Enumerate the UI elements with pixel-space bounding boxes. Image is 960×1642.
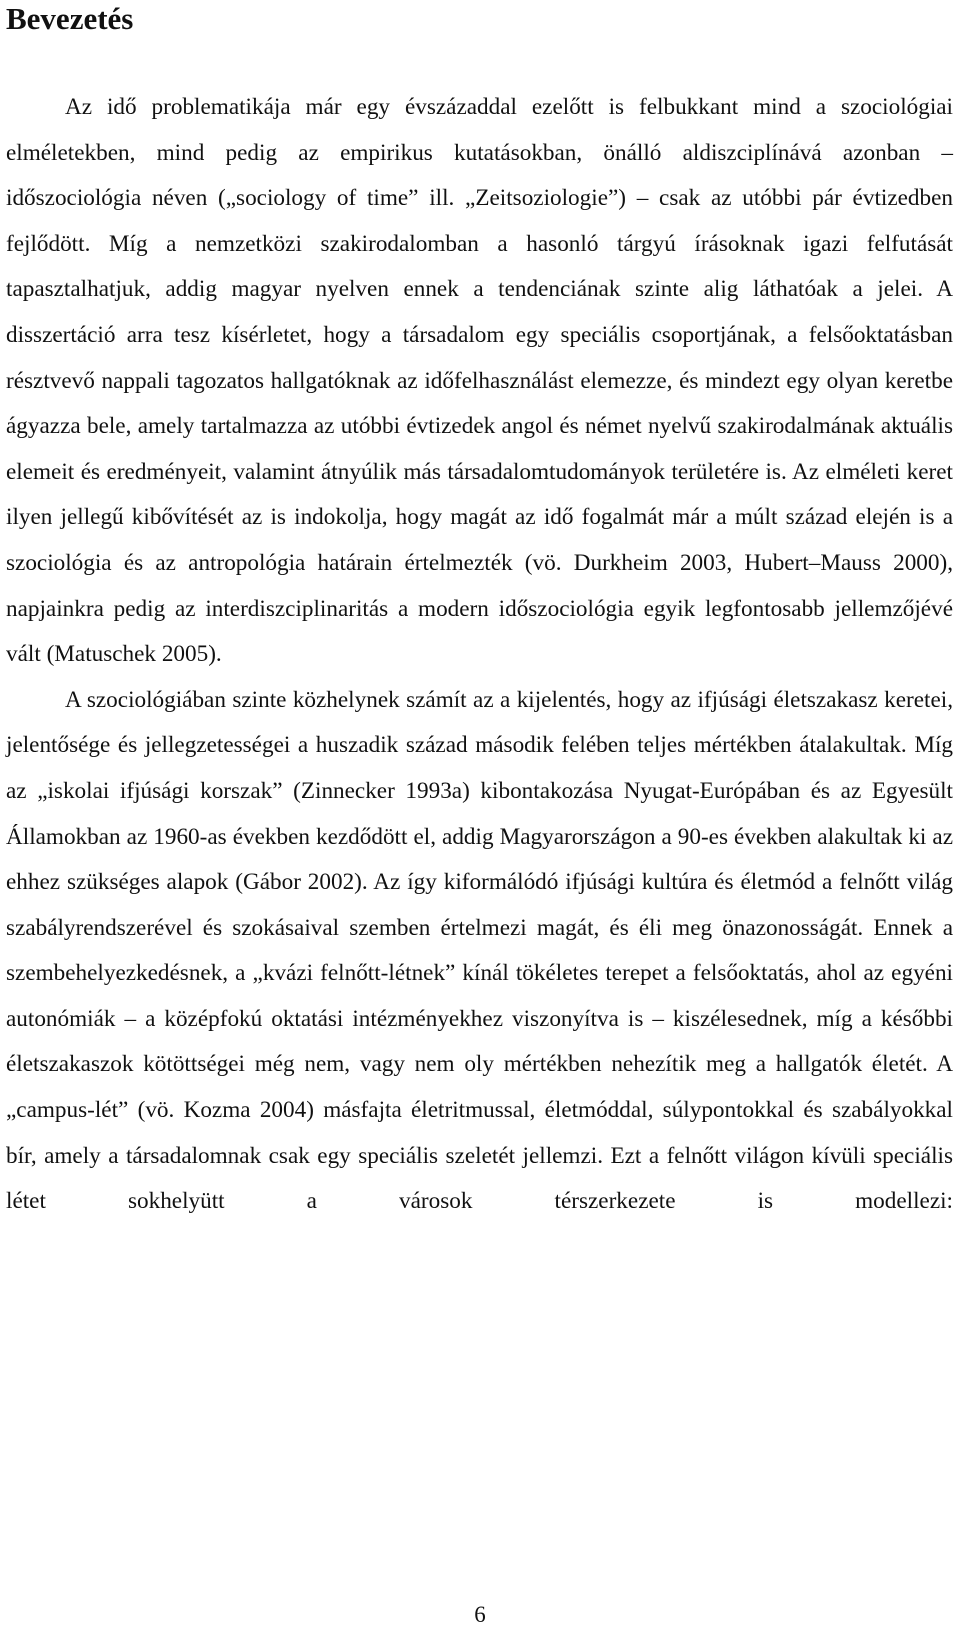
- paragraph-1: Az idő problematikája már egy évszázaddal ezelőtt is felbukkant mind a szociológiai elméletekben, mind pedig az empirikus kutatásokban, önálló aldiszciplínává azonban – időszociológia néven („sociology of time” ill. „Zeitsoziologie”) – csak az utóbbi pár évtizedben fejlődött. Míg a nemzetközi szakirodalomban a hasonló tárgyú írásoknak igazi felfutását tapasztalhatjuk, addig magyar nyelven ennek a tendenciának szinte alig láthatóak a jelei. A disszertáció arra tesz kísérletet, hogy a társadalom egy speciális csoportjának, a felsőoktatásban résztvevő nappali tagozatos hallgatóknak az időfelhasználást elemezze, és mindezt egy olyan keretbe ágyazza bele, amely tartalmazza az utóbbi évtizedek angol és német nyelvű szakirodalmának aktuális elemeit és eredményeit, valamint átnyúlik más társadalomtudományok területére is. Az elméleti keret ilyen jellegű kibővítését az is indokolja, hogy magát az idő fogalmát már a múlt század elején is a szociológia és az antropológia határain értelmezték (vö. Durkheim 2003, Hubert–Mauss 2000), napjainkra pedig az interdiszciplinaritás a modern időszociológia egyik legfontosabb jellemzőjévé vált (Matuschek 2005).: [6, 94, 953, 668]
- section-heading: Bevezetés: [6, 1, 134, 36]
- paragraph-2: A szociológiában szinte közhelynek számít az a kijelentés, hogy az ifjúsági életszakasz keretei, jelentősége és jellegzetességei a huszadik század második felében teljes mértékben átalakultak. Míg az „iskolai ifjúsági korszak” (Zinnecker 1993a) kibontakozása Nyugat-Európában és az Egyesült Államokban az 1960-as években kezdődött el, addig Magyarországon a 90-es években alakultak ki az ehhez szükséges alapok (Gábor 2002). Az így kiformálódó ifjúsági kultúra és életmód a felnőtt világ szabályrendszerével és szokásaival szemben értelmezi magát, és éli meg önazonosságát. Ennek a szembehelyezkedésnek, a „kvázi felnőtt-létnek” kínál tökéletes terepet a felsőoktatás, ahol az egyéni autonómiák – a középfokú oktatási intézményekhez viszonyítva is – kiszélesednek, míg a későbbi életszakaszok kötöttségei még nem, vagy nem oly mértékben nehezítik meg a hallgatók életét. A „campus-lét” (vö. Kozma 2004) másfajta életritmussal, életmóddal, súlypontokkal és szabályokkal bír, amely a társadalomnak csak egy speciális szeletét jellemzi. Ezt a felnőtt világon kívüli speciális létet sokhelyütt a városok térszerkezete is modellezi:: [6, 686, 953, 1215]
- body-text: [6, 85, 953, 1225]
- page-number: 6: [474, 1602, 486, 1627]
